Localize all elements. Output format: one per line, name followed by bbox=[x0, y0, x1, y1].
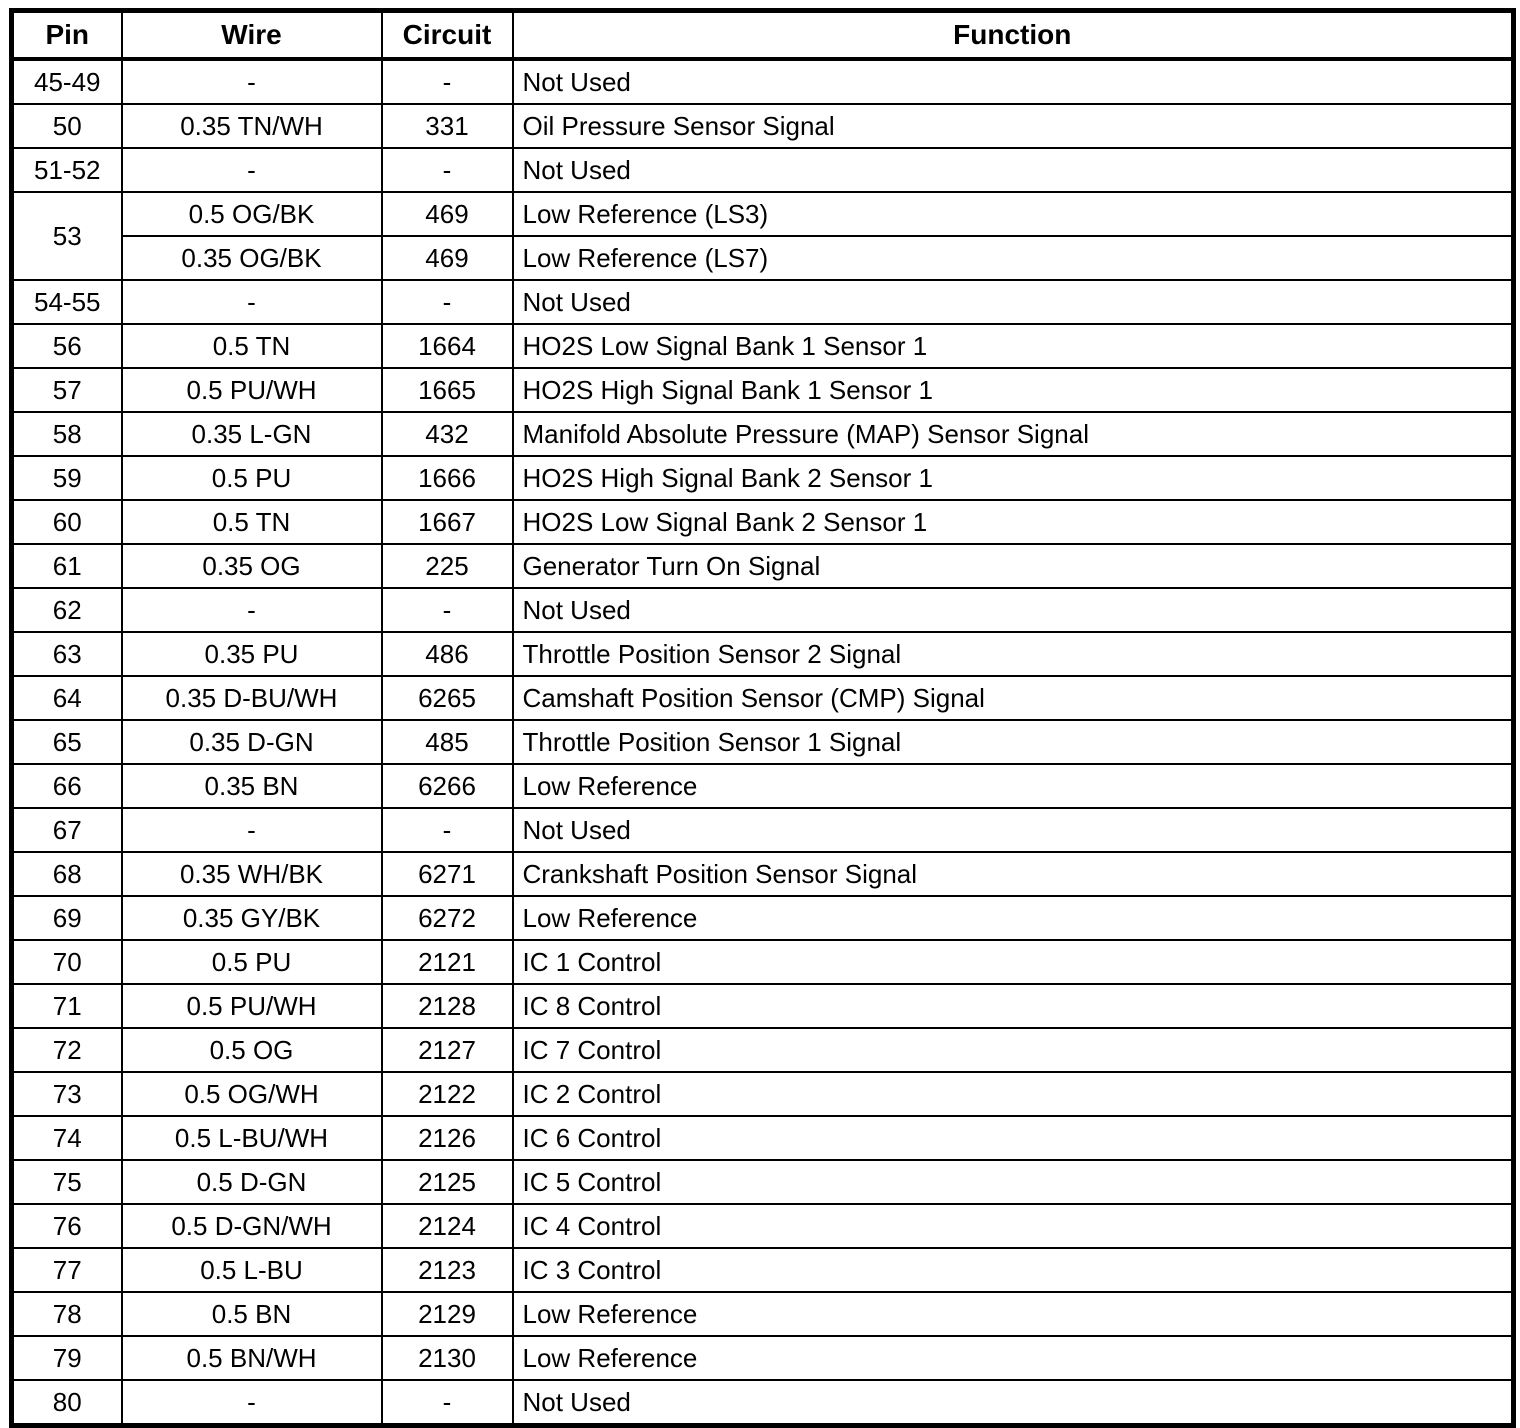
function-cell: IC 4 Control bbox=[513, 1204, 1514, 1248]
circuit-cell: 486 bbox=[382, 632, 513, 676]
function-cell: Not Used bbox=[513, 1380, 1514, 1426]
wire-cell: - bbox=[122, 588, 382, 632]
column-header-function: Function bbox=[513, 11, 1514, 60]
pin-cell: 70 bbox=[12, 940, 122, 984]
function-cell: HO2S Low Signal Bank 2 Sensor 1 bbox=[513, 500, 1514, 544]
circuit-cell: 6272 bbox=[382, 896, 513, 940]
wire-cell: 0.35 OG/BK bbox=[122, 236, 382, 280]
function-cell: Low Reference bbox=[513, 764, 1514, 808]
circuit-cell: 2127 bbox=[382, 1028, 513, 1072]
wire-cell: 0.5 L-BU bbox=[122, 1248, 382, 1292]
table-row bbox=[12, 192, 1514, 236]
column-header-wire: Wire bbox=[122, 11, 382, 60]
wire-cell: 0.35 PU bbox=[122, 632, 382, 676]
wire-cell: 0.35 BN bbox=[122, 764, 382, 808]
table-row bbox=[12, 1116, 1514, 1160]
table-row bbox=[12, 1248, 1514, 1292]
function-cell: IC 2 Control bbox=[513, 1072, 1514, 1116]
wire-cell: - bbox=[122, 1380, 382, 1426]
table-row bbox=[12, 632, 1514, 676]
table-row bbox=[12, 1380, 1514, 1426]
table-row bbox=[12, 808, 1514, 852]
pin-cell: 66 bbox=[12, 764, 122, 808]
circuit-cell: 432 bbox=[382, 412, 513, 456]
pin-cell: 79 bbox=[12, 1336, 122, 1380]
wire-cell: 0.35 TN/WH bbox=[122, 104, 382, 148]
wire-cell: 0.5 OG/WH bbox=[122, 1072, 382, 1116]
function-cell: Low Reference (LS3) bbox=[513, 192, 1514, 236]
circuit-cell: 1666 bbox=[382, 456, 513, 500]
function-cell: Camshaft Position Sensor (CMP) Signal bbox=[513, 676, 1514, 720]
pin-cell: 59 bbox=[12, 456, 122, 500]
circuit-cell: - bbox=[382, 808, 513, 852]
circuit-cell: 6266 bbox=[382, 764, 513, 808]
table-row bbox=[12, 148, 1514, 192]
function-cell: Low Reference bbox=[513, 896, 1514, 940]
circuit-cell: 2122 bbox=[382, 1072, 513, 1116]
table-row bbox=[12, 1292, 1514, 1336]
pin-cell: 71 bbox=[12, 984, 122, 1028]
wire-cell: 0.35 L-GN bbox=[122, 412, 382, 456]
wire-cell: 0.5 OG bbox=[122, 1028, 382, 1072]
circuit-cell: - bbox=[382, 280, 513, 324]
wire-cell: 0.5 BN bbox=[122, 1292, 382, 1336]
table-row bbox=[12, 896, 1514, 940]
function-cell: Low Reference bbox=[513, 1336, 1514, 1380]
table-row bbox=[12, 456, 1514, 500]
pin-cell: 67 bbox=[12, 808, 122, 852]
wire-cell: 0.5 D-GN/WH bbox=[122, 1204, 382, 1248]
pin-cell: 80 bbox=[12, 1380, 122, 1426]
table-row bbox=[12, 1072, 1514, 1116]
wire-cell: - bbox=[122, 59, 382, 104]
table-row bbox=[12, 1160, 1514, 1204]
table-row bbox=[12, 412, 1514, 456]
function-cell: Low Reference bbox=[513, 1292, 1514, 1336]
function-cell: Not Used bbox=[513, 148, 1514, 192]
table-row bbox=[12, 368, 1514, 412]
function-cell: HO2S Low Signal Bank 1 Sensor 1 bbox=[513, 324, 1514, 368]
pin-cell: 74 bbox=[12, 1116, 122, 1160]
wire-cell: 0.35 D-GN bbox=[122, 720, 382, 764]
function-cell: Crankshaft Position Sensor Signal bbox=[513, 852, 1514, 896]
function-cell: Not Used bbox=[513, 588, 1514, 632]
circuit-cell: 1665 bbox=[382, 368, 513, 412]
function-cell: Throttle Position Sensor 1 Signal bbox=[513, 720, 1514, 764]
circuit-cell: 2123 bbox=[382, 1248, 513, 1292]
pin-cell: 60 bbox=[12, 500, 122, 544]
table-row bbox=[12, 544, 1514, 588]
circuit-cell: 2130 bbox=[382, 1336, 513, 1380]
pin-cell: 68 bbox=[12, 852, 122, 896]
function-cell: Manifold Absolute Pressure (MAP) Sensor Signal bbox=[513, 412, 1514, 456]
circuit-cell: 6265 bbox=[382, 676, 513, 720]
function-cell: Not Used bbox=[513, 808, 1514, 852]
wire-cell: 0.5 L-BU/WH bbox=[122, 1116, 382, 1160]
circuit-cell: - bbox=[382, 59, 513, 104]
pin-cell: 65 bbox=[12, 720, 122, 764]
pin-cell: 69 bbox=[12, 896, 122, 940]
circuit-cell: 2128 bbox=[382, 984, 513, 1028]
circuit-cell: 485 bbox=[382, 720, 513, 764]
wire-cell: 0.5 D-GN bbox=[122, 1160, 382, 1204]
table-row bbox=[12, 104, 1514, 148]
pin-cell: 61 bbox=[12, 544, 122, 588]
table-row bbox=[12, 676, 1514, 720]
wire-cell: 0.5 TN bbox=[122, 324, 382, 368]
function-cell: Throttle Position Sensor 2 Signal bbox=[513, 632, 1514, 676]
pin-cell: 54-55 bbox=[12, 280, 122, 324]
pin-cell: 58 bbox=[12, 412, 122, 456]
function-cell: Not Used bbox=[513, 280, 1514, 324]
table-row bbox=[12, 984, 1514, 1028]
circuit-cell: - bbox=[382, 588, 513, 632]
table-row bbox=[12, 588, 1514, 632]
pin-cell: 53 bbox=[12, 192, 122, 280]
table-row bbox=[12, 1028, 1514, 1072]
pin-cell: 51-52 bbox=[12, 148, 122, 192]
pin-cell: 73 bbox=[12, 1072, 122, 1116]
column-header-circuit: Circuit bbox=[382, 11, 513, 60]
wire-cell: 0.5 PU bbox=[122, 456, 382, 500]
table-header bbox=[12, 11, 1514, 60]
circuit-cell: - bbox=[382, 148, 513, 192]
wire-cell: - bbox=[122, 280, 382, 324]
circuit-cell: 1667 bbox=[382, 500, 513, 544]
wire-cell: - bbox=[122, 808, 382, 852]
wire-cell: 0.35 OG bbox=[122, 544, 382, 588]
pin-cell: 72 bbox=[12, 1028, 122, 1072]
table-row bbox=[12, 500, 1514, 544]
wire-cell: 0.5 PU/WH bbox=[122, 984, 382, 1028]
wire-cell: 0.35 WH/BK bbox=[122, 852, 382, 896]
function-cell: IC 8 Control bbox=[513, 984, 1514, 1028]
function-cell: IC 6 Control bbox=[513, 1116, 1514, 1160]
circuit-cell: 225 bbox=[382, 544, 513, 588]
header-row bbox=[12, 11, 1514, 60]
connector-pinout-table bbox=[9, 8, 1516, 1428]
wire-cell: - bbox=[122, 148, 382, 192]
table-row bbox=[12, 280, 1514, 324]
function-cell: HO2S High Signal Bank 2 Sensor 1 bbox=[513, 456, 1514, 500]
function-cell: HO2S High Signal Bank 1 Sensor 1 bbox=[513, 368, 1514, 412]
pin-cell: 75 bbox=[12, 1160, 122, 1204]
circuit-cell: 2126 bbox=[382, 1116, 513, 1160]
circuit-cell: 469 bbox=[382, 236, 513, 280]
pin-cell: 77 bbox=[12, 1248, 122, 1292]
pin-cell: 50 bbox=[12, 104, 122, 148]
function-cell: IC 3 Control bbox=[513, 1248, 1514, 1292]
function-cell: Oil Pressure Sensor Signal bbox=[513, 104, 1514, 148]
circuit-cell: - bbox=[382, 1380, 513, 1426]
pin-cell: 78 bbox=[12, 1292, 122, 1336]
function-cell: IC 1 Control bbox=[513, 940, 1514, 984]
function-cell: Low Reference (LS7) bbox=[513, 236, 1514, 280]
wire-cell: 0.5 OG/BK bbox=[122, 192, 382, 236]
circuit-cell: 2125 bbox=[382, 1160, 513, 1204]
table-row bbox=[12, 59, 1514, 104]
wire-cell: 0.5 TN bbox=[122, 500, 382, 544]
wire-cell: 0.5 PU bbox=[122, 940, 382, 984]
circuit-cell: 469 bbox=[382, 192, 513, 236]
circuit-cell: 2121 bbox=[382, 940, 513, 984]
table-row bbox=[12, 720, 1514, 764]
function-cell: Not Used bbox=[513, 59, 1514, 104]
table-row bbox=[12, 940, 1514, 984]
pin-cell: 57 bbox=[12, 368, 122, 412]
table-body bbox=[12, 59, 1514, 1426]
circuit-cell: 2124 bbox=[382, 1204, 513, 1248]
function-cell: IC 5 Control bbox=[513, 1160, 1514, 1204]
pin-cell: 56 bbox=[12, 324, 122, 368]
circuit-cell: 6271 bbox=[382, 852, 513, 896]
wire-cell: 0.5 PU/WH bbox=[122, 368, 382, 412]
wire-cell: 0.35 D-BU/WH bbox=[122, 676, 382, 720]
circuit-cell: 1664 bbox=[382, 324, 513, 368]
pin-cell: 76 bbox=[12, 1204, 122, 1248]
pin-cell: 62 bbox=[12, 588, 122, 632]
wire-cell: 0.5 BN/WH bbox=[122, 1336, 382, 1380]
pin-cell: 63 bbox=[12, 632, 122, 676]
column-header-pin: Pin bbox=[12, 11, 122, 60]
table-row bbox=[12, 236, 1514, 280]
table-row bbox=[12, 324, 1514, 368]
wire-cell: 0.35 GY/BK bbox=[122, 896, 382, 940]
table-row bbox=[12, 764, 1514, 808]
circuit-cell: 331 bbox=[382, 104, 513, 148]
table-row bbox=[12, 1204, 1514, 1248]
function-cell: IC 7 Control bbox=[513, 1028, 1514, 1072]
table-row bbox=[12, 1336, 1514, 1380]
table-row bbox=[12, 852, 1514, 896]
function-cell: Generator Turn On Signal bbox=[513, 544, 1514, 588]
pin-cell: 45-49 bbox=[12, 59, 122, 104]
circuit-cell: 2129 bbox=[382, 1292, 513, 1336]
pin-cell: 64 bbox=[12, 676, 122, 720]
